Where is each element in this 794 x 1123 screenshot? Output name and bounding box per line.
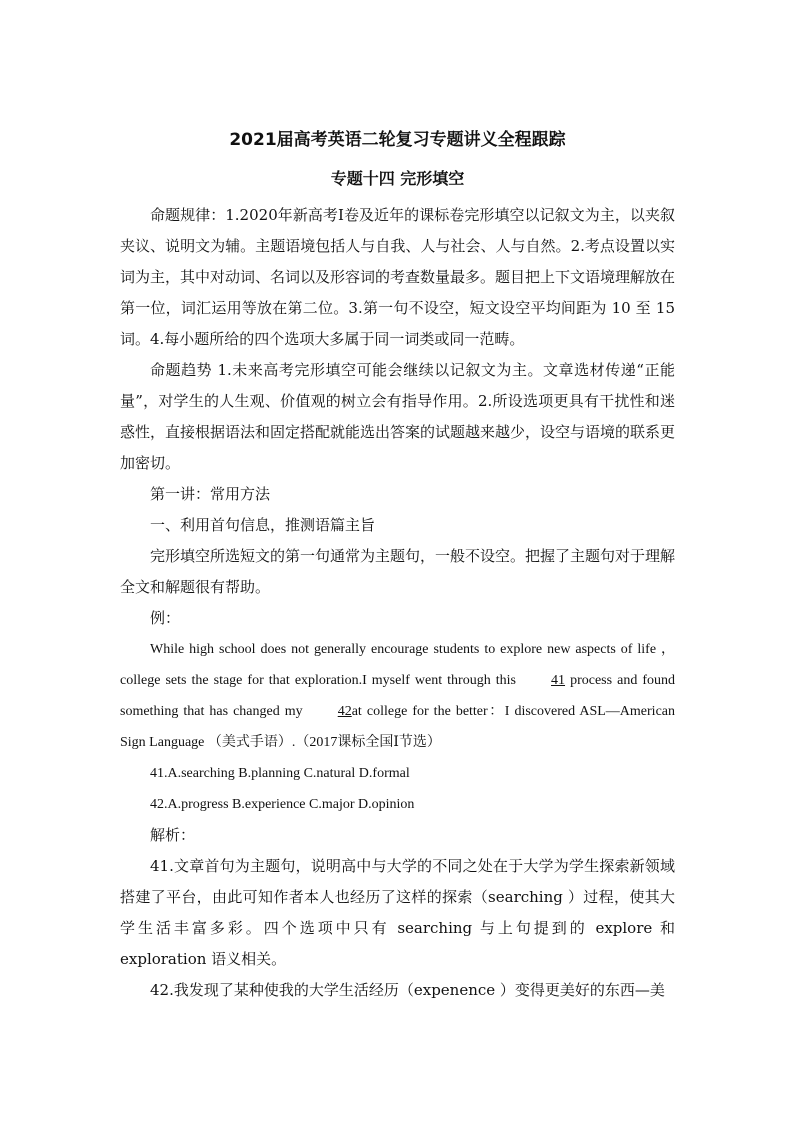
section-heading: 一、利用首句信息，推测语篇主旨: [150, 516, 376, 534]
analysis-42: 42.我发现了某种使我的大学生活经历（expenence ）变得更美好的东西—美: [150, 981, 665, 999]
passage-part-1: While high school does not generally encourage students to explore new aspects of life ， college sets the stage for that exploration.I myself went through this: [120, 642, 675, 688]
trend-paragraph: 命题趋势 1.未来高考完形填空可能会继续以记叙文为主。文章选材传递“正能量”，对学生的人生观、价值观的树立会有指导作用。2.所设选项更具有干扰性和迷惑性，直接根据语法和固定搭配就能选出答案的试题越来越少，设空与语境的联系更加密切。: [120, 361, 676, 472]
passage-part-3: at college for the better：I discovered ASL—American Sign Language （美式手语）.（2017课标全国Ⅰ节选）: [120, 704, 676, 750]
section-paragraph: 完形填空所选短文的第一句通常为主题句，一般不设空。把握了主题句对于理解全文和解题很有帮助。: [120, 547, 676, 596]
analysis-41: 41.文章首句为主题句，说明高中与大学的不同之处在于大学为学生探索新领域搭建了平台，由此可知作者本人也经历了这样的探索（searching ）过程，使其大学生活丰富多彩。四个选项中只有 searching 与上句提到的 explore 和 exploration 语义相关。: [120, 857, 675, 968]
rule-paragraph: 命题规律：1.2020年新高考Ⅰ卷及近年的课标卷完形填空以记叙文为主，以夹叙夹议、说明文为辅。主题语境包括人与自我、人与社会、人与自然。2.考点设置以实词为主，其中对动词、名词以及形容词的考查数量最多。题目把上下文语境理解放在第一位，词汇运用等放在第二位。3.第一句不设空，短文设空平均间距为 10 至 15 词。4.每小题所给的四个选项大多属于同一词类或同一范畴。: [120, 206, 676, 348]
lecture-heading: 第一讲：常用方法: [150, 485, 271, 503]
analysis-label: 解析：: [150, 826, 196, 844]
document-title: 2021届高考英语二轮复习专题讲义全程跟踪: [229, 130, 566, 150]
passage-part-2: process and found something that has changed my: [120, 673, 676, 719]
example-passage: [120, 634, 675, 758]
document-page: [120, 120, 675, 1006]
document-subtitle: 专题十四 完形填空: [330, 169, 465, 188]
blank-42: 42: [337, 704, 352, 719]
example-label: 例：: [150, 609, 181, 627]
options-41: 41.A.searching B.planning C.natural D.formal: [150, 766, 410, 781]
options-42: 42.A.progress B.experience C.major D.opinion: [150, 797, 415, 812]
blank-41: 41: [551, 673, 566, 688]
